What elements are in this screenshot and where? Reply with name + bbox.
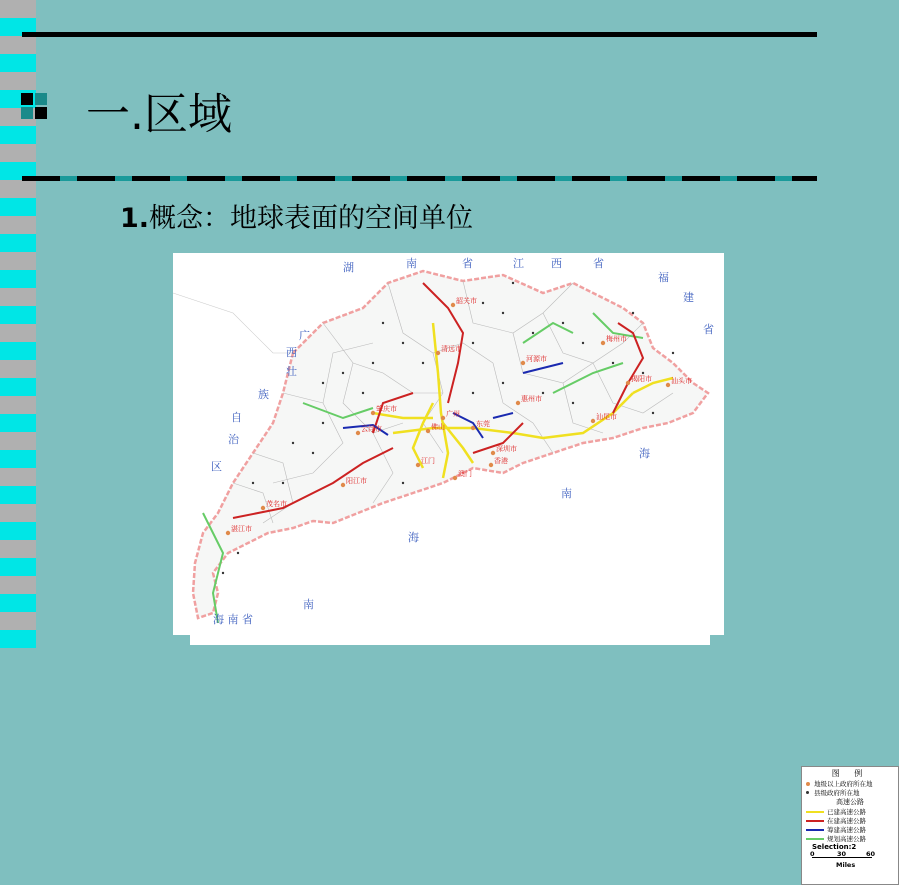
city-marker [601, 341, 605, 345]
black-dot-icon [806, 791, 809, 794]
city-label: 惠州市 [521, 395, 542, 403]
orange-dot-icon [806, 782, 810, 786]
legend-label: 筹建高速公路 [827, 826, 866, 834]
city-label: 澳门 [458, 470, 472, 478]
city-marker [626, 381, 630, 385]
city-label: 清远市 [441, 345, 462, 353]
county-marker [632, 312, 634, 314]
county-marker [382, 322, 384, 324]
county-marker [292, 442, 294, 444]
legend-road-built [802, 807, 898, 816]
city-marker [521, 361, 525, 365]
county-marker [252, 482, 254, 484]
county-marker [237, 552, 239, 554]
city-marker [226, 531, 230, 535]
city-label: 河源市 [526, 355, 547, 363]
county-marker [612, 362, 614, 364]
label-guangxi-1: 广 [299, 329, 310, 342]
label-jiangxi-3: 省 [593, 257, 604, 270]
city-marker [261, 506, 265, 510]
label-hunan-2: 南 [406, 257, 417, 270]
city-marker [356, 431, 360, 435]
slide-title: 一.区域 [86, 89, 232, 140]
label-guangxi-7: 区 [211, 460, 222, 473]
dashed-rule [22, 176, 817, 181]
label-guangxi-6: 治 [228, 433, 239, 446]
county-marker [502, 382, 504, 384]
city-marker [666, 383, 670, 387]
county-marker [472, 392, 474, 394]
city-marker [516, 401, 520, 405]
city-label: 深圳市 [496, 445, 517, 453]
legend-road-construction [802, 816, 898, 825]
legend-item-county [802, 788, 898, 797]
city-label: 茂名市 [266, 500, 287, 508]
label-sea-4: 南 [303, 598, 314, 611]
legend-label: 规划高速公路 [827, 835, 866, 843]
subtitle-number: 1. [120, 203, 150, 234]
label-sea-2: 海 [639, 447, 650, 460]
city-marker [489, 463, 493, 467]
county-marker [512, 282, 514, 284]
county-marker [582, 342, 584, 344]
city-marker [441, 416, 445, 420]
county-marker [482, 302, 484, 304]
county-marker [672, 352, 674, 354]
top-rule [22, 32, 817, 37]
subtitle-text: 概念：地球表面的空间单位 [149, 203, 474, 234]
label-sea-3: 海 [408, 531, 419, 544]
city-marker [471, 426, 475, 430]
county-marker [542, 392, 544, 394]
label-guangxi-5: 自 [231, 411, 242, 424]
city-label: 广州 [446, 410, 460, 418]
legend-roads-header: 高速公路 [836, 798, 864, 806]
label-fujian-2: 建 [683, 291, 694, 304]
label-jiangxi-2: 西 [551, 257, 562, 270]
county-marker [222, 572, 224, 574]
legend-item-prefecture [802, 779, 898, 788]
line-swatch-icon [806, 820, 824, 822]
legend-label: 在建高速公路 [827, 817, 866, 825]
line-swatch-icon [806, 838, 824, 840]
county-marker [402, 342, 404, 344]
county-marker [472, 342, 474, 344]
slide-subtitle [120, 196, 473, 235]
county-marker [502, 312, 504, 314]
label-jiangxi-1: 江 [513, 257, 524, 270]
county-marker [562, 322, 564, 324]
legend-selection: Selection:2 [812, 843, 857, 851]
county-marker [312, 452, 314, 454]
square-bullet-icon [21, 93, 47, 119]
county-marker [422, 362, 424, 364]
county-marker [652, 412, 654, 414]
city-label: 汕尾市 [596, 413, 617, 421]
city-label: 汕头市 [671, 377, 692, 385]
label-hainan: 海 南 省 [213, 613, 253, 626]
label-guangxi-2: 西 [286, 346, 297, 359]
city-marker [436, 351, 440, 355]
city-marker [426, 429, 430, 433]
city-marker [371, 411, 375, 415]
legend-label: 地级以上政府所在地 [814, 780, 873, 788]
city-marker [591, 419, 595, 423]
city-label: 阳江市 [346, 477, 367, 485]
city-marker [416, 463, 420, 467]
legend-title: 图 例 [831, 769, 869, 778]
county-marker [372, 362, 374, 364]
legend-road-planned [802, 834, 898, 843]
label-fujian-1: 福 [658, 271, 669, 284]
legend-road-preparing [802, 825, 898, 834]
city-label: 佛山 [431, 423, 445, 431]
label-fujian-3: 省 [703, 323, 714, 336]
county-marker [532, 332, 534, 334]
legend-label: 县级政府所在地 [814, 789, 860, 797]
label-guangxi-3: 壮 [286, 365, 297, 378]
city-label: 香港 [494, 457, 508, 465]
label-hunan-1: 湖 [343, 261, 354, 274]
county-marker [362, 392, 364, 394]
city-marker [341, 483, 345, 487]
map-legend [801, 766, 899, 885]
scale-tick: 0 [810, 850, 815, 858]
label-sea-1: 南 [561, 487, 572, 500]
label-hunan-3: 省 [462, 257, 473, 270]
county-marker [402, 482, 404, 484]
line-swatch-icon [806, 811, 824, 813]
label-guangxi-4: 族 [258, 388, 269, 401]
city-label: 肇庆市 [376, 405, 397, 413]
county-marker [322, 382, 324, 384]
city-label: 揭阳市 [631, 375, 652, 383]
line-swatch-icon [806, 829, 824, 831]
scale-bar [810, 851, 898, 875]
county-marker [342, 372, 344, 374]
scale-unit: Miles [836, 861, 856, 869]
city-label: 江门 [421, 457, 435, 465]
guangdong-map [173, 253, 876, 869]
city-label: 韶关市 [456, 297, 477, 305]
scale-tick: 60 [866, 850, 876, 858]
city-label: 梅州市 [606, 335, 627, 343]
scale-tick: 30 [837, 850, 847, 858]
city-marker [491, 451, 495, 455]
city-label: 云浮市 [361, 425, 382, 433]
county-marker [322, 422, 324, 424]
city-label: 湛江市 [231, 525, 252, 533]
county-marker [642, 372, 644, 374]
city-marker [451, 303, 455, 307]
city-marker [453, 476, 457, 480]
legend-label: 已建高速公路 [827, 808, 866, 816]
county-marker [572, 402, 574, 404]
city-label: 东莞 [476, 420, 490, 428]
county-marker [282, 482, 284, 484]
